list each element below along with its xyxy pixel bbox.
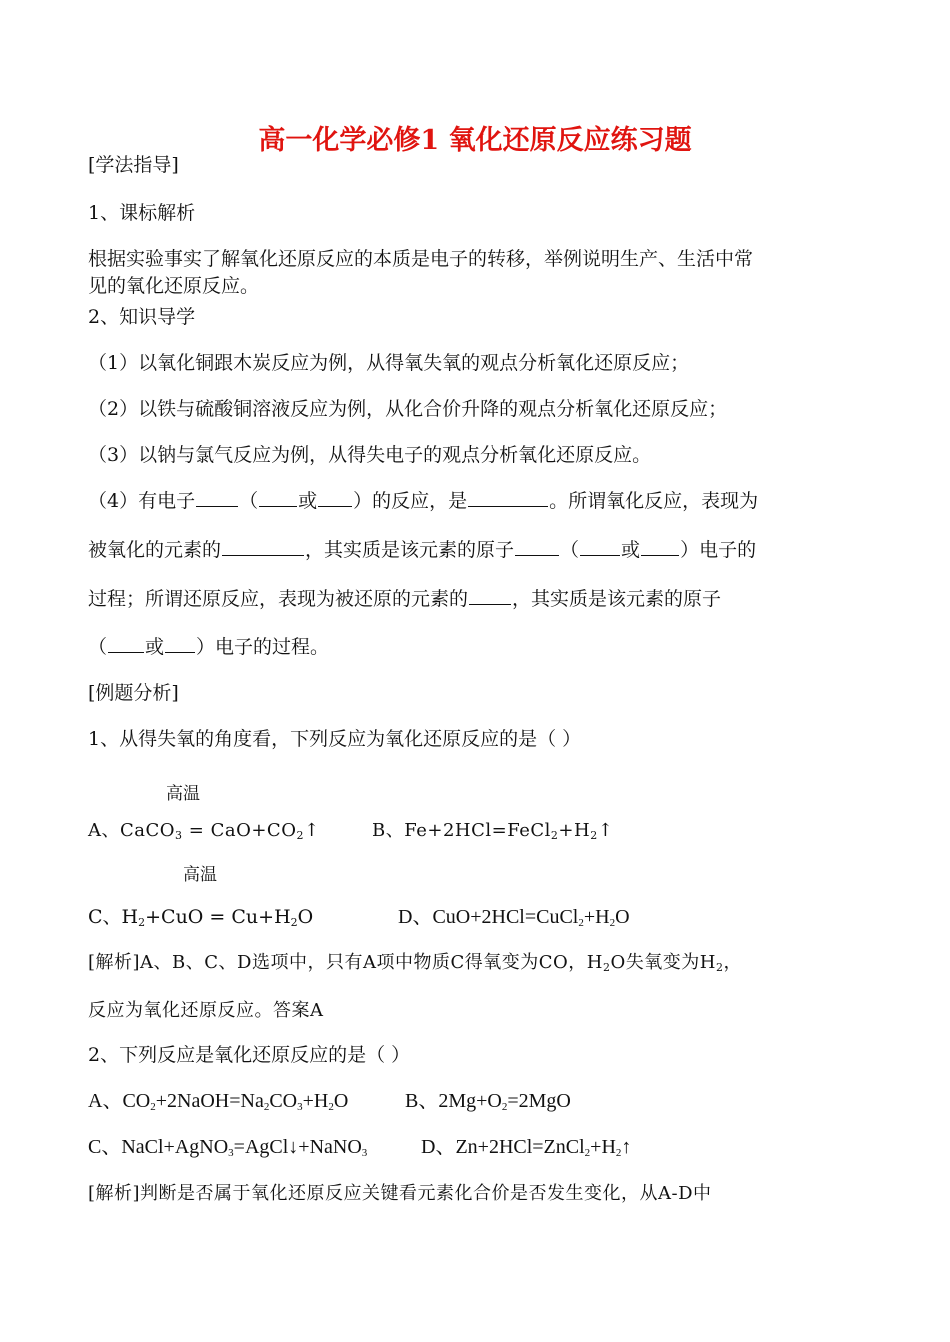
blank[interactable] — [259, 488, 297, 507]
knowledge-item-4-line4: （ 或 ）电子的过程。 — [88, 636, 330, 658]
subheading-knowledge: 2、知识导学 — [88, 306, 196, 328]
q1-analysis-line2: 反应为氧化还原反应。答案A — [88, 1000, 324, 1021]
knowledge-item-2: （2）以铁与硫酸铜溶液反应为例，从化合价升降的观点分析氧化还原反应； — [88, 398, 728, 420]
blank[interactable] — [468, 488, 548, 507]
section-examples-heading: [例题分析] — [88, 682, 179, 704]
blank[interactable] — [580, 537, 620, 556]
question-2-stem: 2、下列反应是氧化还原反应的是（ ） — [88, 1044, 411, 1066]
q2-option-b: B、$2Mg+O_2=2MgO$ — [405, 1090, 571, 1113]
blank[interactable] — [165, 634, 195, 653]
blank[interactable] — [196, 488, 238, 507]
q1-option-a: A、CaCO$_3$ = $CaO+CO_2↑$ — [88, 820, 320, 842]
q1-option-b: B、$Fe+2HCl=FeCl_2+H_2↑$ — [372, 820, 614, 842]
blank[interactable] — [108, 634, 144, 653]
blank[interactable] — [515, 537, 559, 556]
q2-option-c: C、NaCl+AgNO$_3$=AgCl↓+NaNO$_3$ — [88, 1136, 368, 1159]
condition-high-temp: 高温 — [183, 865, 217, 885]
knowledge-item-1: （1）以氧化铜跟木炭反应为例，从得氧失氧的观点分析氧化还原反应； — [88, 352, 690, 374]
knowledge-item-4-line2: 被氧化的元素的 ，其实质是该元素的原子 （ 或 ）电子的 — [88, 539, 757, 561]
q2-option-a: A、$CO_2+2NaOH=Na_2CO_3+H_2O$ — [88, 1090, 349, 1113]
section-guide-heading: [学法指导] — [88, 154, 179, 176]
question-1-stem: 1、从得失氧的角度看，下列反应为氧化还原反应的是（ ） — [88, 728, 582, 750]
knowledge-item-4-line3: 过程；所谓还原反应，表现为被还原的元素的 ，其实质是该元素的原子 — [88, 588, 722, 610]
q1-option-d: D、$CuO+2HCl=CuCl_2+H_2O$ — [398, 906, 630, 929]
blank[interactable] — [641, 537, 679, 556]
paragraph-line: 见的氧化还原反应。 — [88, 275, 260, 297]
knowledge-item-3: （3）以钠与氯气反应为例，从得失电子的观点分析氧化还原反应。 — [88, 444, 652, 466]
q2-analysis-line1: [解析]判断是否属于氧化还原反应关键看元素化合价是否发生变化，从A-D中 — [88, 1183, 712, 1204]
blank[interactable] — [222, 537, 304, 556]
page-title: 高一化学必修1 氧化还原反应练习题 — [258, 125, 692, 156]
blank[interactable] — [469, 586, 511, 605]
condition-high-temp: 高温 — [166, 784, 200, 804]
q1-analysis-line1: [解析]A、B、C、D选项中，只有A项中物质C得氧变为CO，$H_2O$失氧变为$H_2$， — [88, 952, 742, 974]
paragraph-line: 根据实验事实了解氧化还原反应的本质是电子的转移，举例说明生产、生活中常 — [88, 248, 754, 270]
subheading-curriculum: 1、课标解析 — [88, 202, 196, 224]
q2-option-d: D、$Zn+2HCl=ZnCl_2+H_2↑$ — [421, 1136, 632, 1159]
blank[interactable] — [318, 488, 352, 507]
knowledge-item-4-line1: （4）有电子 （ 或 ）的反应，是 。所谓氧化反应，表现为 — [88, 490, 759, 512]
q1-option-c: C、$H_2+CuO = Cu+H_2O$ — [88, 906, 314, 929]
